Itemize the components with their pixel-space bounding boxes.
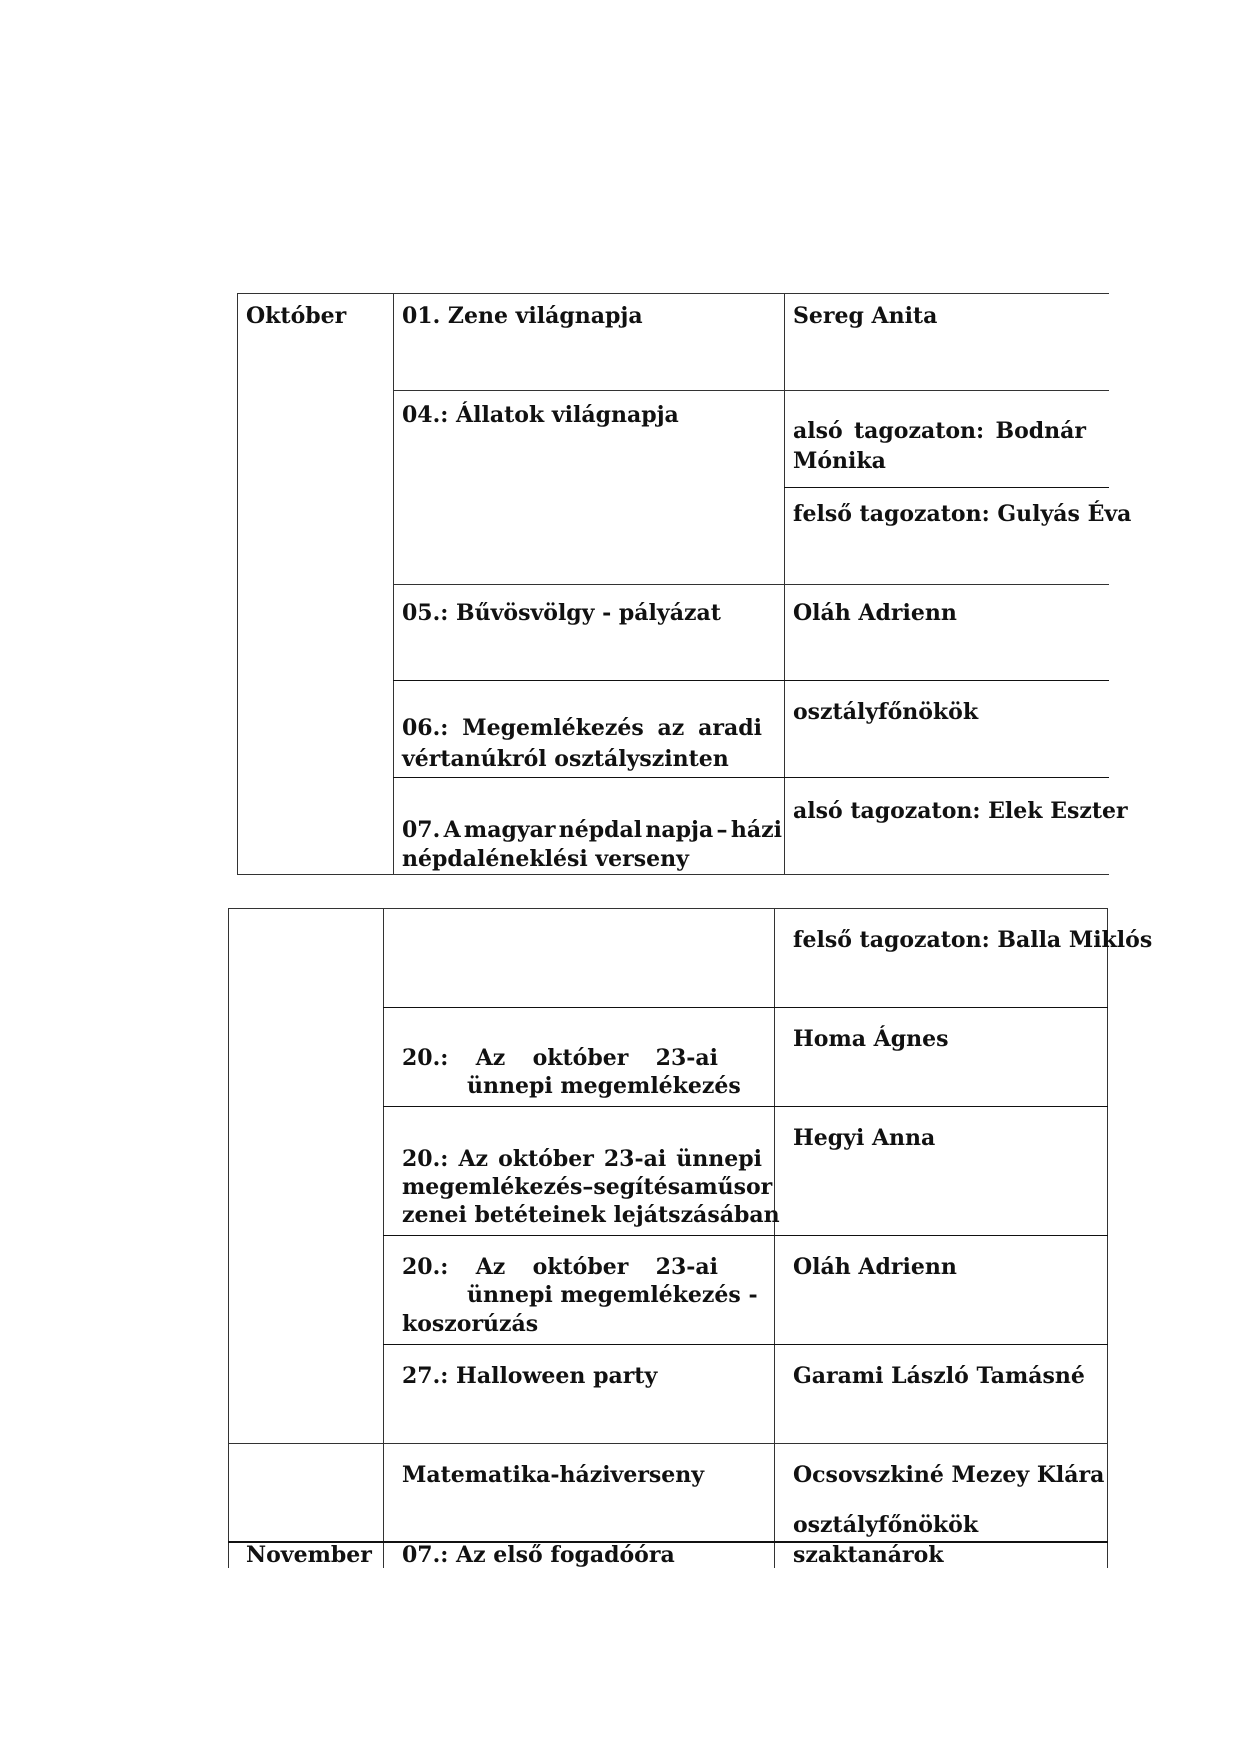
responsible-text: Homa Ágnes [793,1026,949,1052]
word: 20.: [402,1254,449,1280]
responsible-text: Hegyi Anna [793,1125,936,1151]
word: Az [475,1254,506,1280]
word: – [582,1174,594,1200]
responsible-text: alsó tagozaton: Elek Eszter [793,798,1128,824]
word: megemlékezés [402,1174,583,1200]
word: segítés [593,1174,681,1200]
row-divider [393,680,1109,681]
row-divider [383,1007,1108,1008]
table-border-top [237,293,1109,294]
event-text: 07.: Az első fogadóóra [402,1542,675,1568]
word: A [443,817,461,843]
word: 06.: [402,715,449,741]
row-divider [383,1235,1108,1236]
table-border-left [228,908,229,1568]
word: Az [458,1146,489,1172]
event-text: koszorúzás [402,1311,539,1337]
responsible-text: Garami László Tamásné [793,1363,1085,1389]
table-border-top [228,908,1108,909]
word: tagozaton: [853,418,985,444]
row-divider [393,777,1109,778]
event-text: 27.: Halloween party [402,1363,658,1389]
event-text: 05.: Bűvösvölgy - pályázat [402,600,721,626]
word: műsor [694,1174,773,1200]
event-text: ünnepi megemlékezés - [467,1282,758,1308]
event-text: ünnepi megemlékezés [467,1073,741,1099]
event-text: népdaléneklési verseny [402,846,689,872]
month-label: November [246,1542,372,1568]
event-text [402,712,762,745]
word: a [680,1174,695,1200]
month-label: Október [246,303,347,329]
responsible-text: Oláh Adrienn [793,600,957,626]
responsible-text: szaktanárok [793,1542,944,1568]
responsible-text: felső tagozaton: Gulyás Éva [793,501,1132,527]
word: október [498,1146,594,1172]
event-text: zenei betéteinek lejátszásában [402,1202,780,1228]
word: Az [475,1045,506,1071]
responsible-text [793,415,1086,448]
word: október [532,1254,629,1280]
responsible-text: Ocsovszkiné Mezey Klára [793,1462,1105,1488]
responsible-text: Mónika [793,448,886,474]
word: 07. [402,817,441,843]
event-text: vértanúkról osztályszinten [402,746,729,772]
word: október [532,1045,629,1071]
responsible-text: osztályfőnökök [793,699,979,725]
word: Megemlékezés [462,715,644,741]
responsible-text: Oláh Adrienn [793,1254,957,1280]
word: alsó [793,418,843,444]
word: népdal [558,817,643,843]
word: – [716,817,728,843]
row-divider [784,487,1109,488]
word: 23-ai [655,1254,718,1280]
responsible-text: felső tagozaton: Balla Miklós [793,927,1153,953]
event-text: 04.: Állatok világnapja [402,402,679,428]
row-divider [383,1344,1108,1345]
responsible-text: osztályfőnökök [793,1512,979,1538]
word: Bodnár [995,418,1086,444]
word: ünnepi [676,1146,762,1172]
responsible-text: Sereg Anita [793,303,938,329]
row-divider [383,1106,1108,1107]
word: aradi [698,715,762,741]
row-divider [393,390,1109,391]
word: 23-ai [603,1146,667,1172]
row-divider [393,584,1109,585]
word: magyar [463,817,556,843]
event-text: 01. Zene világnapja [402,303,643,329]
word: az [657,715,685,741]
event-text: Matematika-háziverseny [402,1462,705,1488]
word: 20.: [402,1045,449,1071]
row-divider [228,1443,1108,1444]
word: házi [730,817,782,843]
word: napja [645,817,714,843]
word: 23-ai [655,1045,718,1071]
table-border-left [237,293,238,875]
word: 20.: [402,1146,449,1172]
